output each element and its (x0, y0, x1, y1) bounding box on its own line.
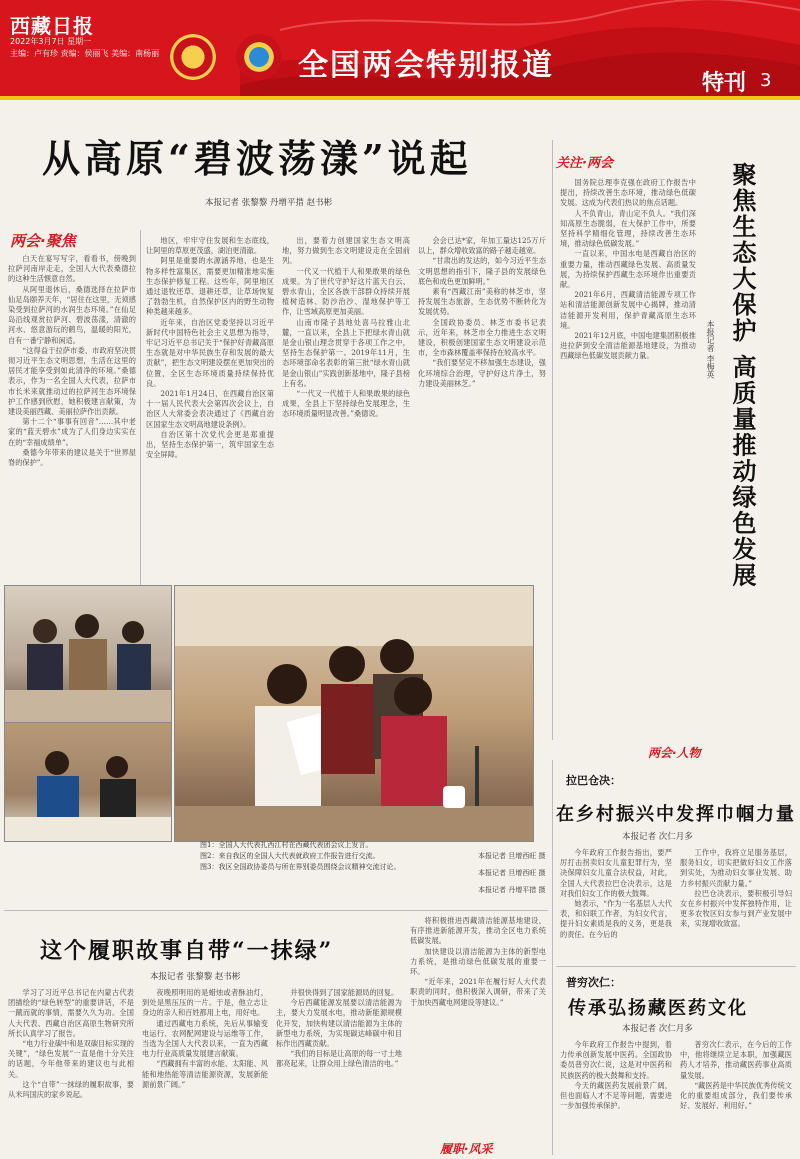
paragraph: 学习了习近平总书记在内蒙古代表团描绘的“绿色转型”的重要讲话，不是一蹴而就的事情，需要久久为功。全国人大代表、西藏自治区高原生物研究所所长认真学习了报告。 (8, 988, 134, 1038)
paragraph: 拉巴仓决表示，要积极引导妇女在乡村振兴中发挥独特作用，让更多农牧区妇女参与到产业发展中来，实现增收致富。 (680, 888, 792, 929)
paragraph: 素有“西藏江南”美称的林芝市，坚持发展生态旅游，生态优势不断转化为发展优势。 (418, 287, 546, 317)
paragraph: “藏医药是中华民族优秀传统文化的重要组成部分，我们要传承好、发展好、利用好。” (680, 1080, 792, 1111)
story1-byline: 本报记者 次仁月多 (622, 832, 693, 842)
paragraph: 阿里是重要的水源涵养地，也是生物多样性富集区，需要更加精准地实施生态保护修复工程。这些年，阿里地区通过退牧还草、退耕还草，让草场恢复了勃勃生机，自然保护区内的野生动物种类越来越多。 (146, 256, 274, 317)
paragraph: 第十二个“事事有回音”……其中老家的“蓝天碧水”成为了人们身边实实在在的“幸福成绩单”。 (8, 417, 136, 447)
sidebar-byline: 本报记者 李梅英 (706, 320, 715, 379)
paragraph: 今年政府工作报告中提到，着力传承创新发展中医药。全国政协委员普穷次仁说，这是对中医药和民族医药的极大鼓舞和支持。 (560, 1040, 672, 1080)
paragraph: “近年来，2021年在履行好人大代表职责的同时，他积极深入调研，带来了关于加快西藏电网建设等建议。” (410, 977, 546, 1007)
paragraph: 加快建设以清洁能源为主体的新型电力系统，是推动绿色低碳发展的重要一环。 (410, 946, 546, 977)
paragraph: 今后西藏能源发展要以清洁能源为主，要大力发展水电，推动新能源规模化开发，加快构建以清洁能源为主体的新型电力系统，为实现碳达峰碳中和目标作出西藏贡献。 (276, 998, 402, 1049)
paragraph: 将积极推进西藏清洁能源基地建设，有序推进新能源开发，推动全区电力系统低碳发展。 (410, 916, 546, 946)
paragraph: 并很快得到了国家能源局的回复。 (290, 988, 399, 997)
bottom-section-tag: 履职·风采 (440, 1142, 493, 1156)
bottom-column-4 (410, 916, 546, 1154)
paragraph: “这得益于拉萨市委、市政府坚决贯彻习近平生态文明思想，生活在这里的居民才能享受到如此清净的环境。”桑德表示，作为一名全国人大代表，拉萨市市长米来就推动过的拉萨河生态环境保护工作感到欣慰，她积极建言献策，为建设美丽西藏、美丽拉萨作出贡献。 (8, 345, 136, 417)
lead-headline: 从高原“碧波荡漾”说起 (42, 136, 472, 181)
paragraph: 今年政府工作报告指出，要严厉打击拐卖妇女儿童犯罪行为，坚决保障妇女儿童合法权益，对此，全国人大代表拉巴仓决表示，这是对我们妇女工作的极大鼓舞。 (560, 848, 672, 898)
caption: 图1：全国人大代表扎西江村在西藏代表团会议上发言。 (200, 841, 373, 849)
paragraph: 人不负青山，青山定不负人。“我们深知高原生态脆弱，在大保护工作中，所要坚持科学精细化管理，持续改善生态环境，推动绿色低碳发展。” (560, 208, 696, 249)
newspaper-logo: 西藏日报 (10, 14, 94, 38)
paragraph: “我们要坚定不移加强生态建设，强化环境综合治理，守护好这片净土，努力建设美丽林芝。” (418, 358, 546, 388)
photo-delegates-discussion (4, 722, 172, 842)
story2-kicker: 普穷次仁： (566, 976, 621, 989)
paragraph: 自治区第十次党代会更是郑重提出，坚持生态保护第一，筑牢国家生态安全屏障。 (146, 429, 274, 460)
story1-kicker: 拉巴仓决： (566, 774, 621, 787)
credit: 本报记者 旦增西旺 摄 (478, 869, 546, 877)
lead-column-2 (146, 236, 274, 572)
story2-column-1 (560, 1040, 672, 1152)
bottom-column-1 (8, 988, 134, 1154)
paragraph: 2021年6月，西藏清洁能源专项工作站和清洁能源创新发展中心揭牌，推动清洁能源开发利用，保护青藏高原生态环境。 (560, 290, 696, 330)
issue-date: 2022年3月7日 星期一 (10, 37, 92, 46)
paragraph: 会会已达*家，年加工量达125万斤以上，群众增收致富的路子越走越宽。 (418, 236, 546, 256)
photo-delegates-exchange (174, 585, 534, 842)
bottom-column-3 (276, 988, 402, 1154)
paragraph: 近年来，自治区党委坚持以习近平新时代中国特色社会主义思想为指导，牢记习近平总书记关于“保护好青藏高原生态就是对中华民族生存和发展的最大贡献”，把生态文明建设摆在更加突出的位置，全区生态环境质量持续保持优良。 (146, 317, 274, 388)
paragraph: 今天的藏医药发展前景广阔，但也面临人才不足等问题，需要进一步加强传承保护。 (560, 1080, 672, 1111)
paragraph: 工作中，我将立足服务基层，服务妇女，切实把做好妇女工作落到实处，为推动妇女事业发展、助力乡村振兴贡献力量。” (680, 848, 792, 888)
paragraph: 白天在宴写写字，看看书，傍晚到拉萨河南岸走走，全国人大代表桑德拉的这种生活惬意自然。 (8, 254, 136, 284)
page-tag: 特刊 (702, 71, 747, 96)
credit: 本报记者 旦增西旺 摄 (478, 852, 546, 860)
paragraph: “西藏拥有丰富的水能、太阳能、风能和地热能等清洁能源资源，发展新能源前景广阔。” (142, 1059, 268, 1089)
cppcc-emblem-icon (236, 34, 282, 80)
story1-headline: 在乡村振兴中发挥巾帼力量 (556, 804, 796, 825)
story1-column-2 (680, 848, 792, 964)
paragraph: 国务院总理李克强在政府工作报告中提出，持续改善生态环境，推动绿色低碳发展。这成为代表们热议的焦点话题。 (560, 178, 696, 208)
paragraph: 地区，牢牢守住发展和生态底线，让阿里的草原更茂盛，湖泊更清澈。 (146, 236, 274, 256)
sidebar-section-tag: 关注·两会 (556, 156, 613, 171)
column-rule (552, 140, 553, 740)
column-rule (140, 230, 141, 590)
masthead-banner (0, 0, 800, 96)
paragraph: 2021年12月底，中国电建集团积极推进拉萨到安全清洁能源基地建设，为推动西藏绿色低碳发展贡献力量。 (560, 331, 696, 361)
section-divider (4, 910, 548, 911)
paragraph: “甘肃出的发达的，如今习近平生态文明思想的指引下，隆子县的发展绿色底色和成色更加鲜明。” (418, 256, 546, 286)
paragraph: 夜晚照明用的是蜡烛或者酥油灯，到处是黑压压的一片。于是，他立志让身边的亲人和百姓都用上电，用好电。 (142, 988, 268, 1018)
editor-credits: 主编：卢有珍 责编：侯丽飞 美编：南杨丽 (10, 49, 160, 58)
story1-section-tag: 两会·人物 (648, 746, 701, 760)
section-divider (556, 966, 796, 967)
caption: 图3：我区全国政协委员与所在界别委员围绕会议精神交流讨论。 (200, 863, 401, 871)
paragraph: 出，要着力创建国家生态文明高地，努力做到生态文明建设走在全国前列。 (282, 236, 410, 266)
photo-delegates-meeting (4, 585, 172, 723)
paragraph: 她表示，“作为一名基层人大代表，和妇联工作者，为妇女代言，提升妇女素质是我的义务，更是我的责任。在今后的 (560, 899, 672, 939)
credit: 本报记者 丹增平措 摄 (478, 886, 546, 894)
story2-byline: 本报记者 次仁月多 (622, 1024, 693, 1034)
lead-column-3 (282, 236, 410, 572)
paragraph: 一代又一代植于人和果敢果的绿色成果。为了世代守护好这片蓝天白云、碧水青山，全区各族干部群众持续开展植树造林、防沙治沙、湿地保护等工作，让雪域高原更加美丽。 (282, 266, 410, 317)
lead-byline: 本报记者 张黎黎 丹增平措 赵书彬 (205, 198, 333, 208)
story2-headline: 传承弘扬藏医药文化 (568, 998, 748, 1019)
paragraph: 普穷次仁表示，在今后的工作中，他将继续立足本职，加强藏医药人才培养，推动藏医药事业高质量发展。 (680, 1040, 792, 1080)
paragraph: 全国政协委员、林芝市委书记表示，近年来，林芝市全力推进生态文明建设，积极创建国家生态文明建设示范市，全市森林覆盖率保持在较高水平。 (418, 317, 546, 358)
header-divider (0, 96, 800, 100)
national-emblem-icon (170, 34, 216, 80)
story2-column-2 (680, 1040, 792, 1152)
sidebar-headline: 聚焦生态大保护 高质量推动绿色发展 (728, 162, 757, 589)
story1-column-1 (560, 848, 672, 964)
sidebar-column (560, 178, 696, 738)
bottom-story-byline: 本报记者 张黎黎 赵书彬 (150, 972, 241, 982)
paragraph: 这个“自带”一抹绿的履职故事，要从米玛国庆的家乡说起。 (8, 1079, 134, 1100)
paragraph: “一代又一代植于人和果敢果的绿色成果，全县上下坚持绿色发展理念，生态环境质量明显改善。”桑德说。 (282, 389, 410, 419)
paragraph: 2021年1月24日，在西藏自治区第十一届人民代表大会第四次会议上，自治区人大常委会表决通过了《西藏自治区国家生态文明高地建设条例》。 (146, 389, 274, 429)
lead-column-4 (418, 236, 546, 572)
column-rule (552, 760, 553, 1155)
paragraph: 山南市隆子县地处喜马拉雅山北麓，一直以来，全县上下把绿水青山就是金山银山理念贯穿于各项工作之中，坚持生态保护第一。2019年11月，生态环境部命名表彰的第三批“绿水青山就是金山银山”实践创新基地中，隆子县榜上有名。 (282, 317, 410, 388)
bottom-story-headline: 这个履职故事自带“一抹绿” (40, 938, 334, 964)
paragraph: 桑德今年带来的建议是关于“世界屋脊的保护”。 (8, 447, 136, 468)
photo-credits (478, 848, 545, 899)
lead-section-tag: 两会·聚焦 (10, 232, 76, 250)
paragraph: “我们的目标是让高原的每一寸土地都亮起来，让群众用上绿色清洁的电。” (276, 1049, 402, 1069)
paragraph: 通过西藏电力系统，先后从事输变电运行、农网配网建设与运维等工作，当选为全国人大代表以来，一直为西藏电力行业高质量发展建言献策。 (142, 1018, 268, 1059)
paragraph: “电力行业碳中和是双碳目标实现的关键”，“绿色发展”一直是他十分关注的话题，今年他带来的建议也与此相关。 (8, 1039, 134, 1079)
bottom-column-2 (142, 988, 268, 1154)
paragraph: 一直以来，中国水电是西藏自治区的重要力量，推动西藏绿色发展、高质量发展，为持续保护西藏生态环境作出重要贡献。 (560, 249, 696, 290)
page-number: 3 (760, 70, 772, 91)
special-report-title: 全国两会特别报道 (298, 48, 554, 83)
caption: 图2：来自我区的全国人大代表就政府工作报告进行交流。 (200, 852, 380, 860)
lead-column-1 (8, 254, 136, 584)
paragraph: 从阿里退休后，桑德选择在拉萨市仙足岛颐养天年，“居住在这里，无须感染受到拉萨河的水润生态环境。”在仙足岛沿线观赏拉萨河、碧波荡漾，清澈的河水、悠意游玩的鹤鸟，温暖的阳光，自有一番宁静和闲适。 (8, 284, 136, 345)
